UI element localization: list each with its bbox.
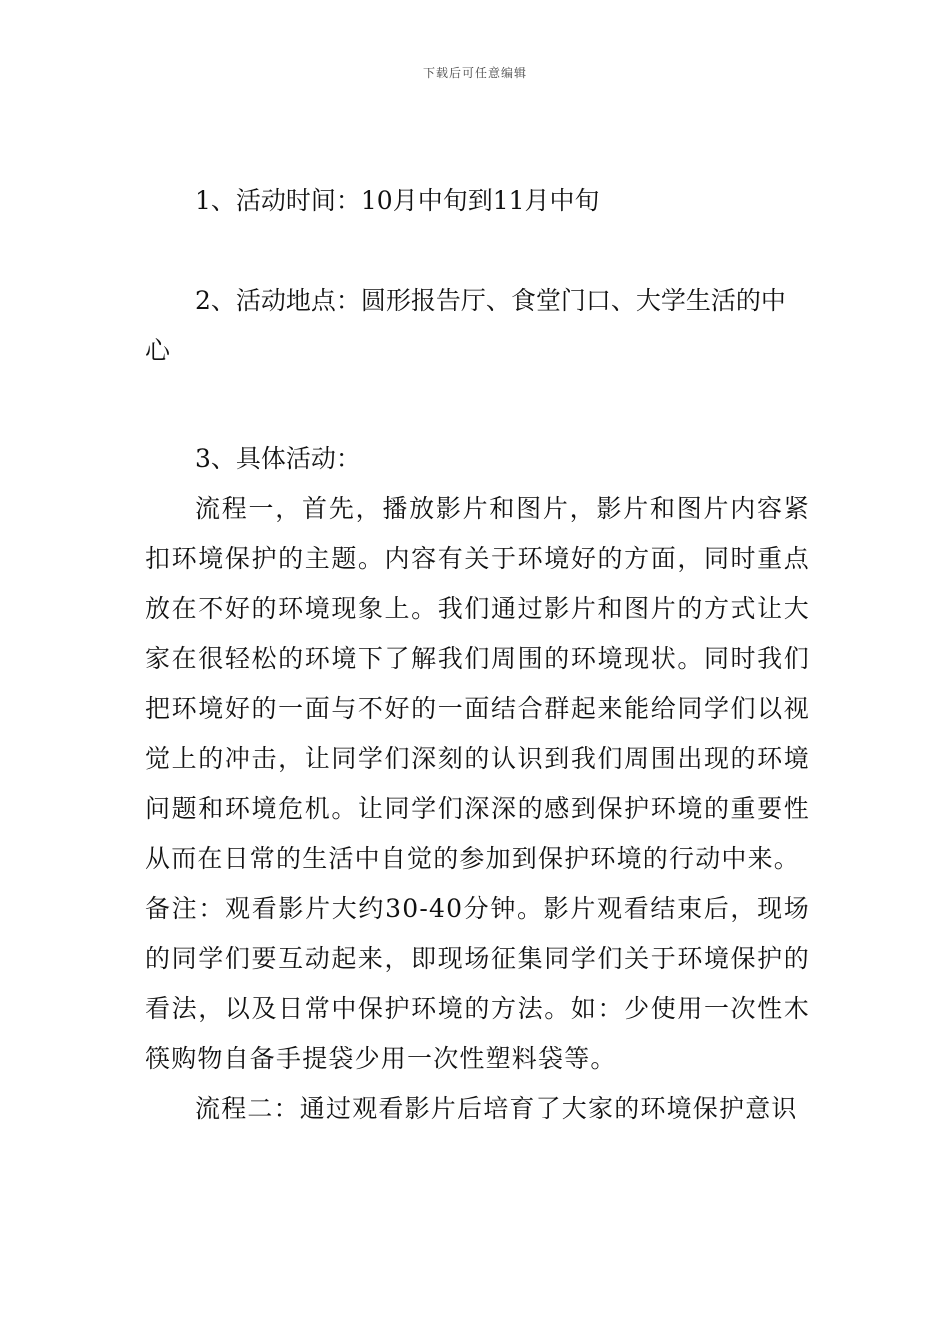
activity-location: 2、活动地点：圆形报告厅、食堂门口、大学生活的中心 xyxy=(145,286,786,365)
activity-time: 1、活动时间：10月中旬到11月中旬 xyxy=(195,186,600,215)
remark-paragraph: 备注：观看影片大约30-40分钟。影片观看结束后，现场的同学们要互动起来，即现场征集同学们关于环境保护的看法，以及日常中保护环境的方法。如：少使用一次性木筷购物自备手提袋少用一次性塑料袋等。 xyxy=(145,894,810,1073)
process-one-paragraph: 流程一，首先，播放影片和图片，影片和图片内容紧扣环境保护的主题。内容有关于环境好的方面，同时重点放在不好的环境现象上。我们通过影片和图片的方式让大家在很轻松的环境下了解我们周围的环境现状。同时我们把环境好的一面与不好的一面结合群起来能给同学们以视觉上的冲击，让同学们深刻的认识到我们周围出现的环境问题和环境危机。让同学们深深的感到保护环境的重要性从而在日常的生活中自觉的参加到保护环境的行动中来。 xyxy=(145,494,810,873)
specific-activities-heading: 3、具体活动： xyxy=(195,444,361,473)
document-body xyxy=(145,176,810,1134)
process-two-paragraph: 流程二：通过观看影片后培育了大家的环境保护意识 xyxy=(195,1094,798,1123)
page-header-note: 下载后可任意编辑 xyxy=(422,66,527,80)
